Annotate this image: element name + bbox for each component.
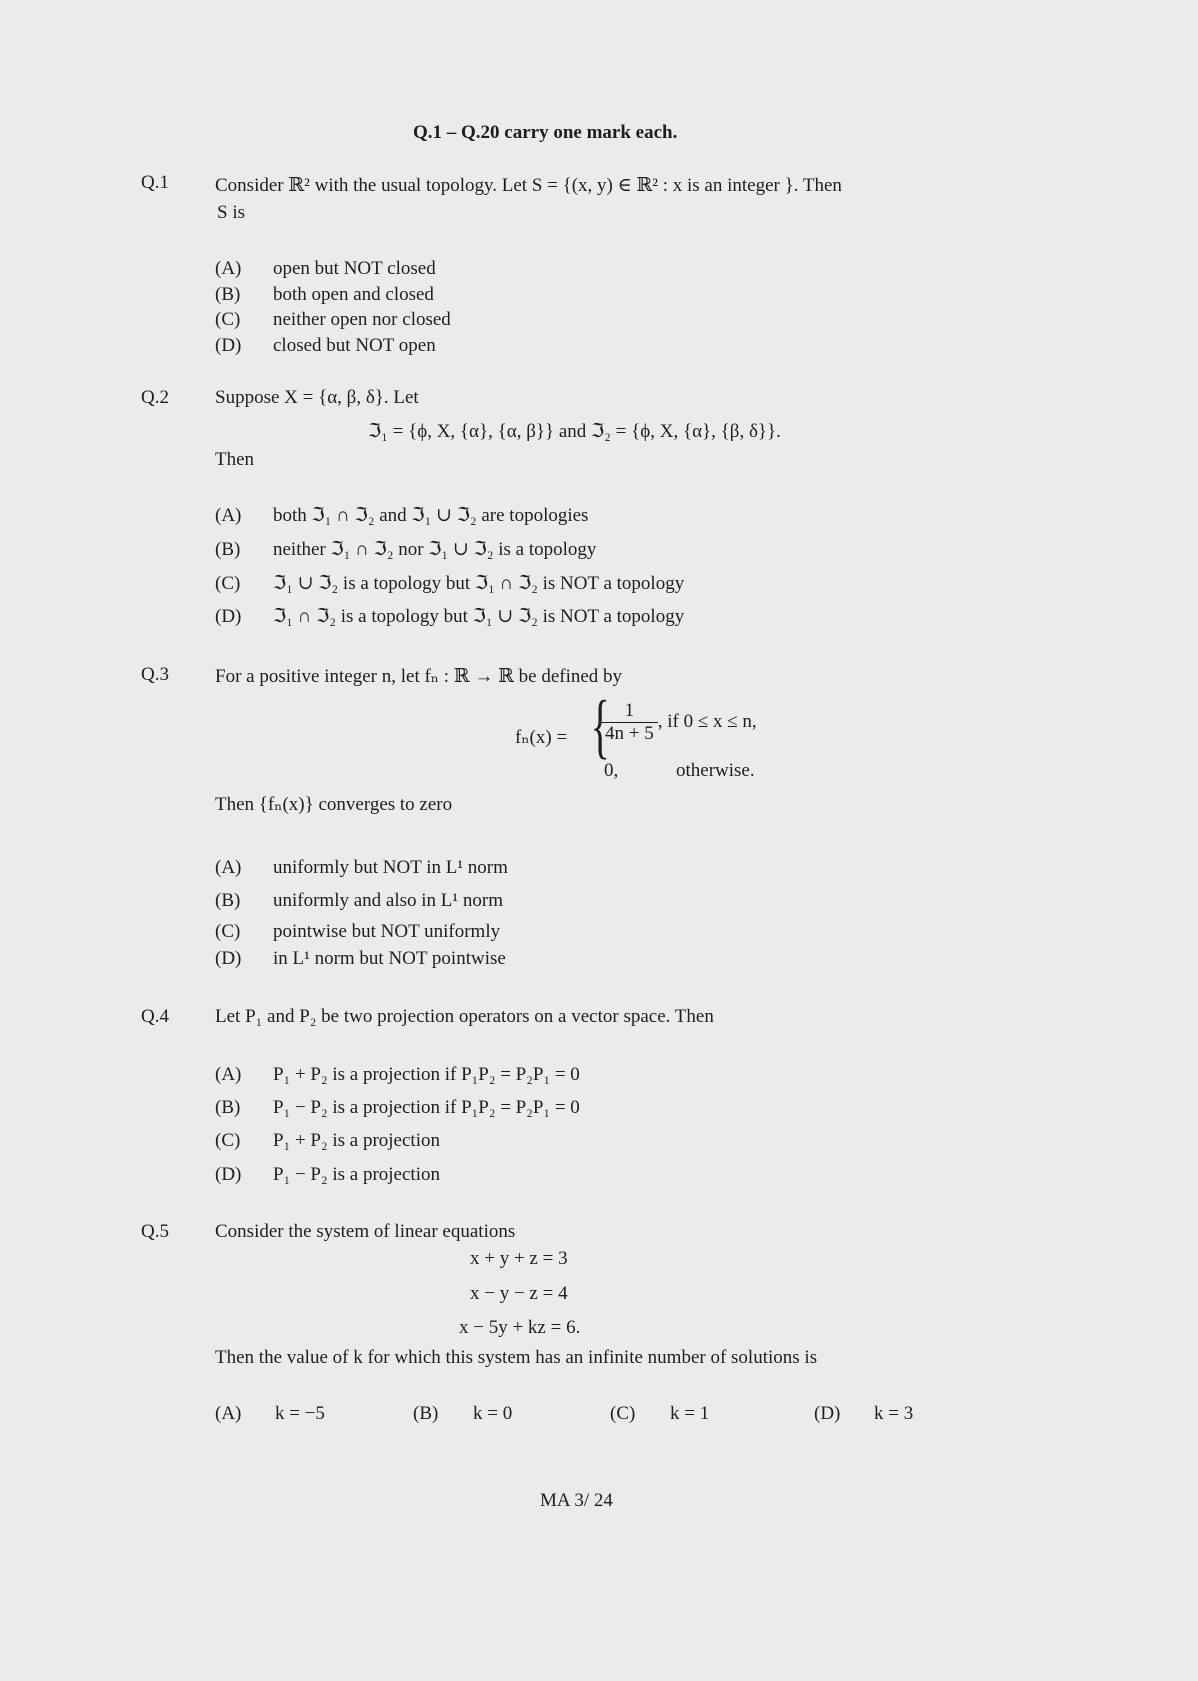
option-a <box>215 1064 580 1086</box>
question-text: Let P₁ and P₂ be two projection operators on a vector space. Then <box>215 1006 714 1027</box>
page-footer: MA 3/ 24 <box>540 1490 613 1511</box>
equation: x − y − z = 4 <box>470 1283 568 1304</box>
option-text: P₁ + P₂ is a projection if P₁P₂ = P₂P₁ = 0 <box>273 1064 580 1085</box>
option-text: k = 3 <box>874 1403 914 1424</box>
option-label: (D) <box>215 1164 242 1185</box>
option-text: in L¹ norm but NOT pointwise <box>273 948 506 969</box>
piecewise-case-1 <box>601 700 757 745</box>
option-text: uniformly and also in L¹ norm <box>273 890 503 911</box>
question-text: Consider ℝ² with the usual topology. Let S = {(x, y) ∈ ℝ² : x is an integer }. Then <box>215 175 842 196</box>
option-label: (A) <box>215 505 242 526</box>
section-heading: Q.1 – Q.20 carry one mark each. <box>413 122 678 143</box>
fraction-numerator: 1 <box>624 700 635 721</box>
question-text: Then <box>215 449 255 470</box>
option-label: (B) <box>413 1403 439 1424</box>
option-c <box>610 1403 709 1425</box>
option-c <box>215 309 451 331</box>
option-text: neither ℑ₁ ∩ ℑ₂ nor ℑ₁ ∪ ℑ₂ is a topology <box>273 539 597 560</box>
option-label: (A) <box>215 857 242 878</box>
option-a <box>215 258 436 280</box>
option-d <box>215 1164 440 1186</box>
option-text: P₁ + P₂ is a projection <box>273 1130 440 1151</box>
option-label: (A) <box>215 258 242 279</box>
option-label: (D) <box>814 1403 841 1424</box>
case-condition: otherwise. <box>676 760 755 781</box>
option-label: (D) <box>215 606 242 627</box>
fraction <box>601 700 658 745</box>
option-text: ℑ₁ ∪ ℑ₂ is a topology but ℑ₁ ∩ ℑ₂ is NOT a topology <box>273 573 685 594</box>
option-label: (B) <box>215 890 241 911</box>
option-b <box>215 538 596 561</box>
option-text: both open and closed <box>273 284 434 305</box>
piecewise-lhs: fₙ(x) = <box>515 727 568 748</box>
question-text: S is <box>217 202 245 223</box>
option-c <box>215 921 500 943</box>
question-number: Q.2 <box>141 387 169 408</box>
option-d <box>215 335 436 357</box>
question-text: Suppose X = {α, β, δ}. Let <box>215 387 419 408</box>
option-text: k = 1 <box>670 1403 710 1424</box>
option-label: (B) <box>215 539 241 560</box>
equation: x − 5y + kz = 6. <box>459 1317 581 1338</box>
option-d <box>215 605 684 628</box>
question-number: Q.4 <box>141 1006 169 1027</box>
option-a <box>215 857 508 879</box>
option-a <box>215 1403 325 1425</box>
option-text: ℑ₁ ∩ ℑ₂ is a topology but ℑ₁ ∪ ℑ₂ is NOT a topology <box>273 606 685 627</box>
left-brace: { <box>590 686 610 766</box>
option-b <box>215 890 503 912</box>
option-text: P₁ − P₂ is a projection if P₁P₂ = P₂P₁ = 0 <box>273 1097 580 1118</box>
option-d <box>814 1403 913 1425</box>
question-text: For a positive integer n, let fₙ : ℝ → ℝ be defined by <box>215 666 623 687</box>
option-text: neither open nor closed <box>273 309 451 330</box>
option-text: P₁ − P₂ is a projection <box>273 1164 440 1185</box>
option-b <box>413 1403 512 1425</box>
case-value: 0, <box>604 760 619 781</box>
question-number: Q.1 <box>141 172 169 193</box>
option-text: both ℑ₁ ∩ ℑ₂ and ℑ₁ ∪ ℑ₂ are topologies <box>273 505 589 526</box>
case-condition: , if 0 ≤ x ≤ n, <box>657 710 757 732</box>
option-text: closed but NOT open <box>273 335 436 356</box>
option-label: (B) <box>215 284 241 305</box>
option-text: open but NOT closed <box>273 258 436 279</box>
option-d <box>215 948 506 970</box>
question-text: Consider the system of linear equations <box>215 1221 516 1242</box>
option-label: (C) <box>215 573 241 594</box>
option-label: (C) <box>215 1130 241 1151</box>
option-label: (A) <box>215 1403 242 1424</box>
option-label: (D) <box>215 335 242 356</box>
option-b <box>215 1097 580 1119</box>
option-text: k = −5 <box>275 1403 325 1424</box>
question-formula: ℑ₁ = {ϕ, X, {α}, {α, β}} and ℑ₂ = {ϕ, X, {α}, {β, δ}}. <box>368 421 781 442</box>
option-label: (C) <box>610 1403 636 1424</box>
option-label: (D) <box>215 948 242 969</box>
option-label: (C) <box>215 309 241 330</box>
option-b <box>215 284 434 306</box>
question-text: Then {fₙ(x)} converges to zero <box>215 794 453 815</box>
fraction-denominator: 4n + 5 <box>601 722 658 745</box>
option-a <box>215 504 588 527</box>
option-label: (C) <box>215 921 241 942</box>
option-text: pointwise but NOT uniformly <box>273 921 501 942</box>
option-c <box>215 1130 440 1152</box>
question-text: Then the value of k for which this system has an infinite number of solutions is <box>215 1347 818 1368</box>
question-number: Q.5 <box>141 1221 169 1242</box>
option-label: (A) <box>215 1064 242 1085</box>
question-number: Q.3 <box>141 664 169 685</box>
option-label: (B) <box>215 1097 241 1118</box>
option-text: k = 0 <box>473 1403 513 1424</box>
option-c <box>215 572 684 595</box>
option-text: uniformly but NOT in L¹ norm <box>273 857 508 878</box>
equation: x + y + z = 3 <box>470 1248 568 1269</box>
